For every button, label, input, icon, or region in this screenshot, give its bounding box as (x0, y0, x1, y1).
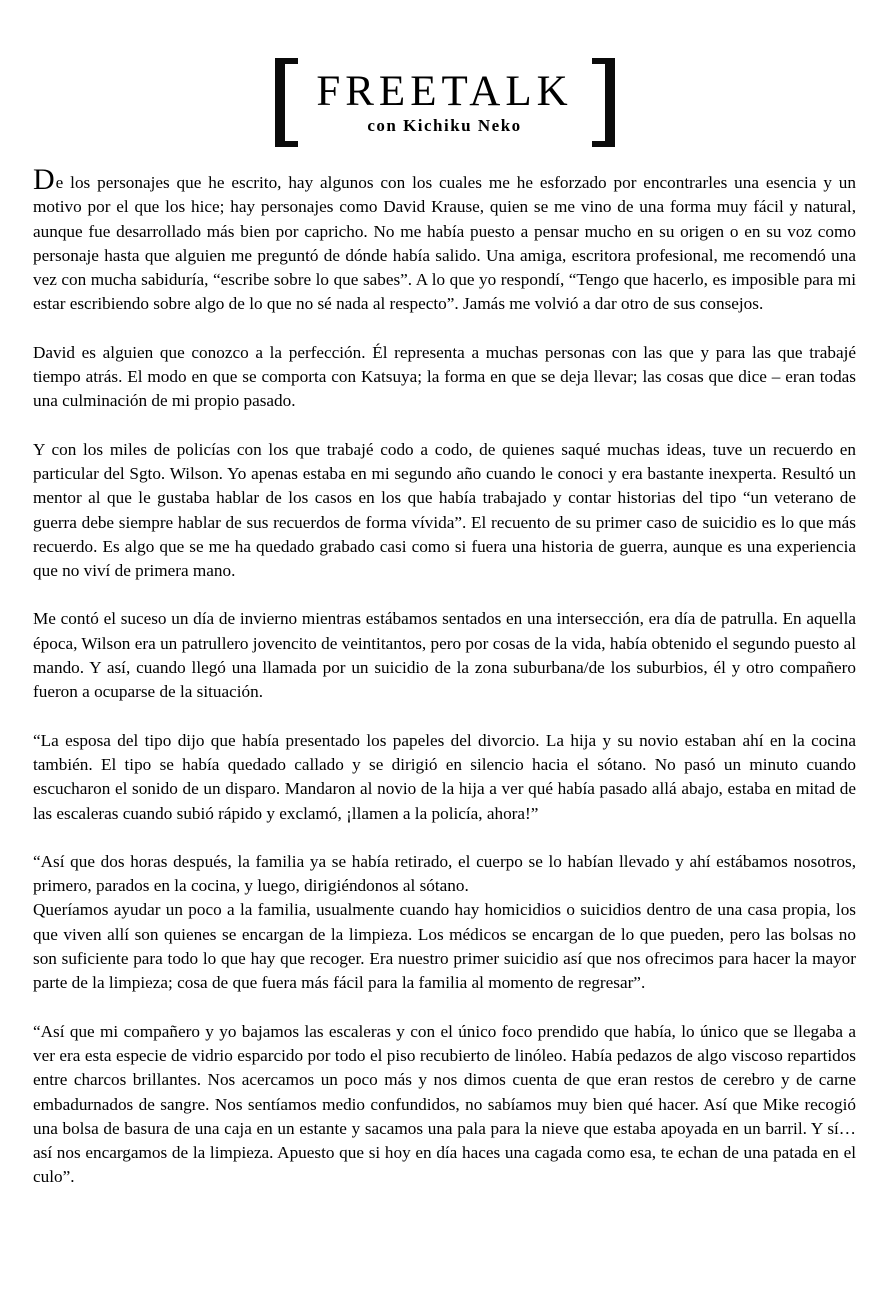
masthead-title-block (310, 69, 580, 135)
paragraph-text: e los personajes que he escrito, hay algunos con los cuales me he esforzado por encontrarles una esencia y un motivo por el que los hice; hay personajes como David Krause, quien se me vino de una forma muy fácil y natural, aunque fue desarrollado más bien por capricho. No me había puesto a pensar mucho en su origen o en su voz como personaje hasta que alguien me preguntó de dónde había salido. Una amiga, escritora profesional, me recomendó una vez con mucha sabiduría, “escribe sobre lo que sabes”. A lo que yo respondí, “Tengo que hacerlo, es imposible para mi estar escribiendo sobre algo de lo que no sé nada al respecto”. Jamás me volvió a dar otro de sus consejos. (33, 173, 856, 314)
right-bracket-icon (592, 58, 615, 147)
paragraph-david: David es alguien que conozco a la perfección. Él representa a muchas personas con las que y para las que trabajé tiempo atrás. El modo en que se comporta con Katsuya; la forma en que se deja llevar; las cosas que dice – eran todas una culminación de mi propio pasado. (33, 342, 856, 411)
article-body (33, 163, 856, 1190)
masthead (33, 58, 856, 147)
paragraph-quote-cleanup: Queríamos ayudar un poco a la familia, usualmente cuando hay homicidios o suicidios dentro de una casa propia, los que viven allí son quienes se encargan de la limpieza. Los médicos se encargan de lo que pueden, pero las bolsas no son suficiente para todo lo que hay que recoger. Era nuestro primer suicidio así que nos ofrecimos para hacer la mayor parte de la limpieza; cosa de que fuera más fácil para la familia al momento de regresar”. (33, 900, 856, 993)
paragraph-intro (33, 163, 856, 317)
left-bracket-icon (275, 58, 298, 147)
page-title: FREETALK (316, 68, 573, 116)
page-subtitle: con Kichiku Neko (367, 115, 522, 135)
paragraph-quote-two-hours: “Así que dos horas después, la familia ya se había retirado, el cuerpo se lo habían llevado y ahí estábamos nosotros, primero, parados en la cocina, y luego, dirigiéndonos al sótano. (33, 851, 856, 896)
paragraph-quote-basement: “Así que mi compañero y yo bajamos las escaleras y con el único foco prendido que había, lo único que se llegaba a ver era esta especie de vidrio esparcido por todo el piso recubierto de linóleo. Había pedazos de algo viscoso repartidos entre charcos brillantes. Nos acercamos un poco más y nos dimos cuenta de que eran restos de cerebro y de carne embadurnados de sangre. Nos sentíamos medio confundidos, no sabíamos muy bien qué hacer. Así que Mike recogió una bolsa de basura de una caja en un estante y sacamos una pala para la nieve que estaba apoyada en un barril. Y sí… así nos encargamos de la limpieza. Apuesto que si hoy en día haces una cagada como esa, te echan de una patada en el culo”. (33, 1021, 856, 1187)
paragraph-winter-story: Me contó el suceso un día de invierno mientras estábamos sentados en una intersección, era día de patrulla. En aquella época, Wilson era un patrullero jovencito de veintitantos, pero por cosas de la vida, había obtenido el segundo puesto al mando. Y así, cuando llegó una llamada por un suicidio de la zona suburbana/de los suburbios, él y otro compañero fueron a ocuparse de la situación. (33, 609, 856, 702)
paragraph-quote-wife: “La esposa del tipo dijo que había presentado los papeles del divorcio. La hija y su novio estaban ahí en la cocina también. El tipo se había quedado callado y se dirigió en silencio hacia el sótano. No pasó un minuto cuando escucharon el sonido de un disparo. Mandaron al novio de la hija a ver qué había pasado allá abajo, estaba en mitad de las escaleras cuando subió rápido y exclamó, ¡llamen a la policía, ahora!” (33, 730, 856, 823)
drop-cap: D (33, 163, 55, 196)
paragraph-sgt-wilson: Y con los miles de policías con los que trabajé codo a codo, de quienes saqué muchas ideas, tuve un recuerdo en particular del Sgto. Wilson. Yo apenas estaba en mi segundo año cuando le conoci y era bastante inexperta. Resultó un mentor al que le gustaba hablar de los casos en los que había trabajado y contar historias del tipo “un veterano de guerra debe siempre hablar de sus recuerdos de forma vívida”. El recuento de su primer caso de suicidio es lo que más recuerdo. Es algo que se me ha quedado grabado casi como si fuera una historia de guerra, aunque es una experiencia que no viví de primera mano. (33, 439, 856, 581)
